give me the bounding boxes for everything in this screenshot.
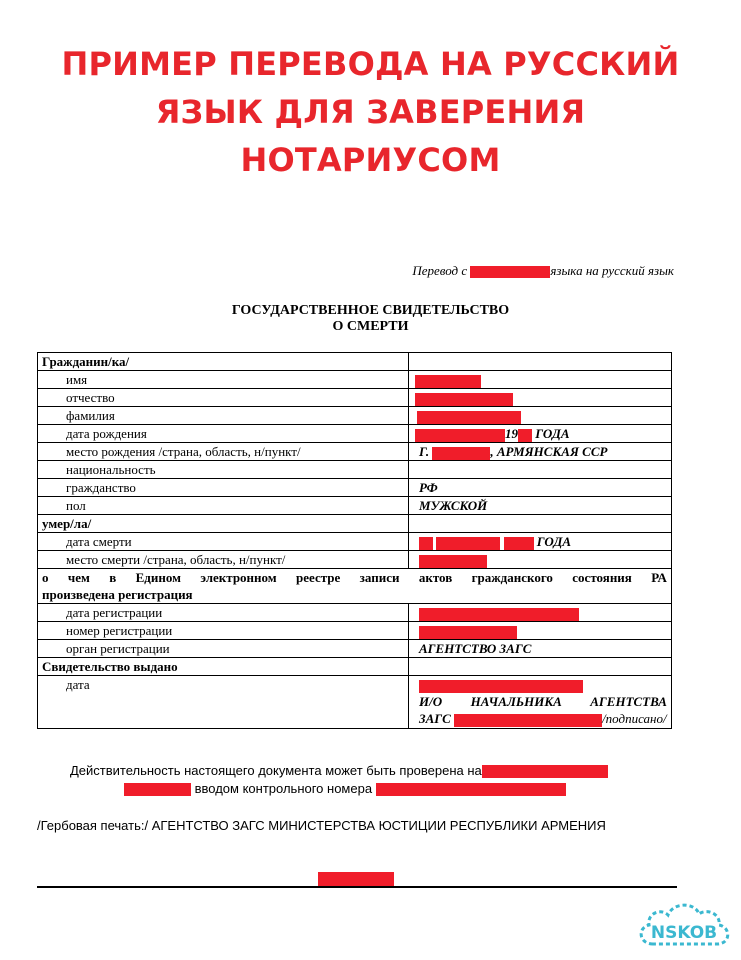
issued-word: АГЕНТСТВА	[590, 694, 667, 709]
redaction-bar	[419, 555, 487, 568]
issued-date-label: дата	[38, 676, 409, 729]
redaction-bar	[124, 783, 191, 796]
death-date-suffix: ГОДА	[533, 534, 572, 549]
citizenship-label: гражданство	[38, 479, 409, 497]
registry-word: чем	[67, 570, 90, 585]
empty-cell	[409, 515, 672, 533]
translation-note-suffix: языка на русский язык	[550, 263, 674, 278]
registry-word: гражданского	[471, 570, 553, 585]
birth-date-suffix: ГОДА	[532, 426, 570, 441]
sex-value	[409, 497, 672, 515]
name-label: имя	[38, 371, 409, 389]
table-row	[38, 443, 672, 461]
seal-statement	[37, 817, 672, 835]
patronymic-label: отчество	[38, 389, 409, 407]
registry-word: Едином	[135, 570, 181, 585]
nationality-label: национальность	[38, 461, 409, 479]
registry-word: РА	[651, 570, 667, 585]
birth-date-value	[409, 425, 672, 443]
table-row	[38, 658, 672, 676]
citizenship-value	[409, 479, 672, 497]
surname-label: фамилия	[38, 407, 409, 425]
issued-word: И/О	[419, 694, 443, 709]
redaction-bar	[518, 429, 532, 442]
birth-place-suffix: , АРМЯНСКАЯ ССР	[490, 444, 608, 459]
table-row	[38, 389, 672, 407]
seal-label: /Гербовая печать:/	[37, 818, 152, 833]
empty-cell	[409, 658, 672, 676]
banner-line-2: ЯЗЫК ДЛЯ ЗАВЕРЕНИЯ	[155, 93, 586, 131]
table-row	[38, 353, 672, 371]
birth-date-label: дата рождения	[38, 425, 409, 443]
redaction-bar	[415, 393, 513, 406]
issued-header: Свидетельство выдано	[38, 658, 409, 676]
table-row	[38, 425, 672, 443]
name-value	[409, 371, 672, 389]
reg-date-label: дата регистрации	[38, 604, 409, 622]
empty-cell	[409, 353, 672, 371]
death-date-label: дата смерти	[38, 533, 409, 551]
redaction-bar	[417, 411, 521, 424]
redaction-bar	[436, 537, 500, 550]
registry-word: актов	[418, 570, 453, 585]
table-row	[38, 533, 672, 551]
validity-text-2: вводом контрольного номера	[191, 781, 376, 796]
table-row	[38, 622, 672, 640]
table-row	[38, 479, 672, 497]
redaction-bar	[504, 537, 534, 550]
citizenship-text: РФ	[419, 480, 438, 495]
sex-text: МУЖСКОЙ	[419, 498, 488, 513]
birth-place-label: место рождения /страна, область, н/пункт/	[38, 443, 409, 461]
table-row	[38, 551, 672, 569]
birth-place-value	[409, 443, 672, 461]
redaction-bar	[318, 872, 394, 886]
validity-text: Действительность настоящего документа может быть проверена на	[70, 763, 482, 778]
sex-label: пол	[38, 497, 409, 515]
died-header: умер/ла/	[38, 515, 409, 533]
table-row	[38, 604, 672, 622]
banner-line-3: НОТАРИУСОМ	[240, 141, 501, 179]
redaction-bar	[419, 680, 583, 693]
document-title-line-2: О СМЕРТИ	[332, 319, 409, 334]
death-place-label: место смерти /страна, область, н/пункт/	[38, 551, 409, 569]
seal-text: АГЕНТСТВО ЗАГС МИНИСТЕРСТВА ЮСТИЦИИ РЕСПУБЛИКИ АРМЕНИЯ	[151, 818, 606, 833]
registry-word: в	[109, 570, 117, 585]
issued-signed: /подписано/	[602, 711, 667, 726]
reg-number-label: номер регистрации	[38, 622, 409, 640]
cloud-icon	[633, 896, 737, 954]
redaction-bar	[482, 765, 608, 778]
birth-place-prefix: Г.	[419, 444, 433, 459]
table-row	[38, 515, 672, 533]
table-row	[38, 569, 672, 604]
registry-line-1	[42, 569, 667, 586]
nskob-logo	[633, 896, 737, 954]
banner-line-1: ПРИМЕР ПЕРЕВОДА НА РУССКИЙ	[61, 45, 680, 83]
registry-statement	[38, 569, 672, 604]
translation-note-prefix: Перевод с	[412, 263, 471, 278]
table-row	[38, 497, 672, 515]
banner-title	[0, 40, 741, 184]
redaction-bar	[419, 626, 517, 639]
reg-authority-value	[409, 640, 672, 658]
table-row	[38, 371, 672, 389]
issued-date-line	[413, 676, 667, 693]
table-row	[38, 461, 672, 479]
redaction-bar	[454, 714, 602, 727]
document-title-line-1: ГОСУДАРСТВЕННОЕ СВИДЕТЕЛЬСТВО	[231, 303, 510, 318]
logo-text: NSKOB	[650, 923, 718, 943]
reg-authority-label: орган регистрации	[38, 640, 409, 658]
table-row	[38, 676, 672, 729]
registry-word: записи	[359, 570, 400, 585]
issued-date-value	[409, 676, 672, 729]
reg-date-value	[409, 604, 672, 622]
death-date-value	[409, 533, 672, 551]
redaction-bar	[419, 537, 433, 550]
validity-line-2	[124, 781, 566, 796]
registry-word: электронном	[200, 570, 277, 585]
redaction-bar	[470, 266, 550, 278]
table-row	[38, 640, 672, 658]
issued-zags: ЗАГС	[419, 711, 455, 726]
issued-signatory-line	[413, 693, 667, 710]
redaction-bar	[415, 429, 505, 442]
certificate-table	[37, 352, 672, 729]
issued-word: НАЧАЛЬНИКА	[470, 694, 562, 709]
citizen-header: Гражданин/ка/	[38, 353, 409, 371]
validity-line-1	[70, 763, 608, 778]
registry-line-2: произведена регистрация	[42, 587, 193, 602]
registry-word: о	[42, 570, 49, 585]
registry-word: реестре	[296, 570, 341, 585]
redaction-bar	[415, 375, 481, 388]
patronymic-value	[409, 389, 672, 407]
redaction-bar	[376, 783, 566, 796]
redaction-bar	[432, 447, 490, 460]
issued-signature-line	[413, 710, 667, 727]
translation-note	[412, 263, 674, 279]
table-row	[38, 407, 672, 425]
redaction-bar	[419, 608, 579, 621]
death-place-value	[409, 551, 672, 569]
reg-authority-text: АГЕНТСТВО ЗАГС	[419, 641, 532, 656]
registry-word: состояния	[572, 570, 632, 585]
nationality-value	[409, 461, 672, 479]
birth-date-year: 19	[505, 426, 518, 441]
reg-number-value	[409, 622, 672, 640]
divider-line	[37, 886, 677, 888]
surname-value	[409, 407, 672, 425]
